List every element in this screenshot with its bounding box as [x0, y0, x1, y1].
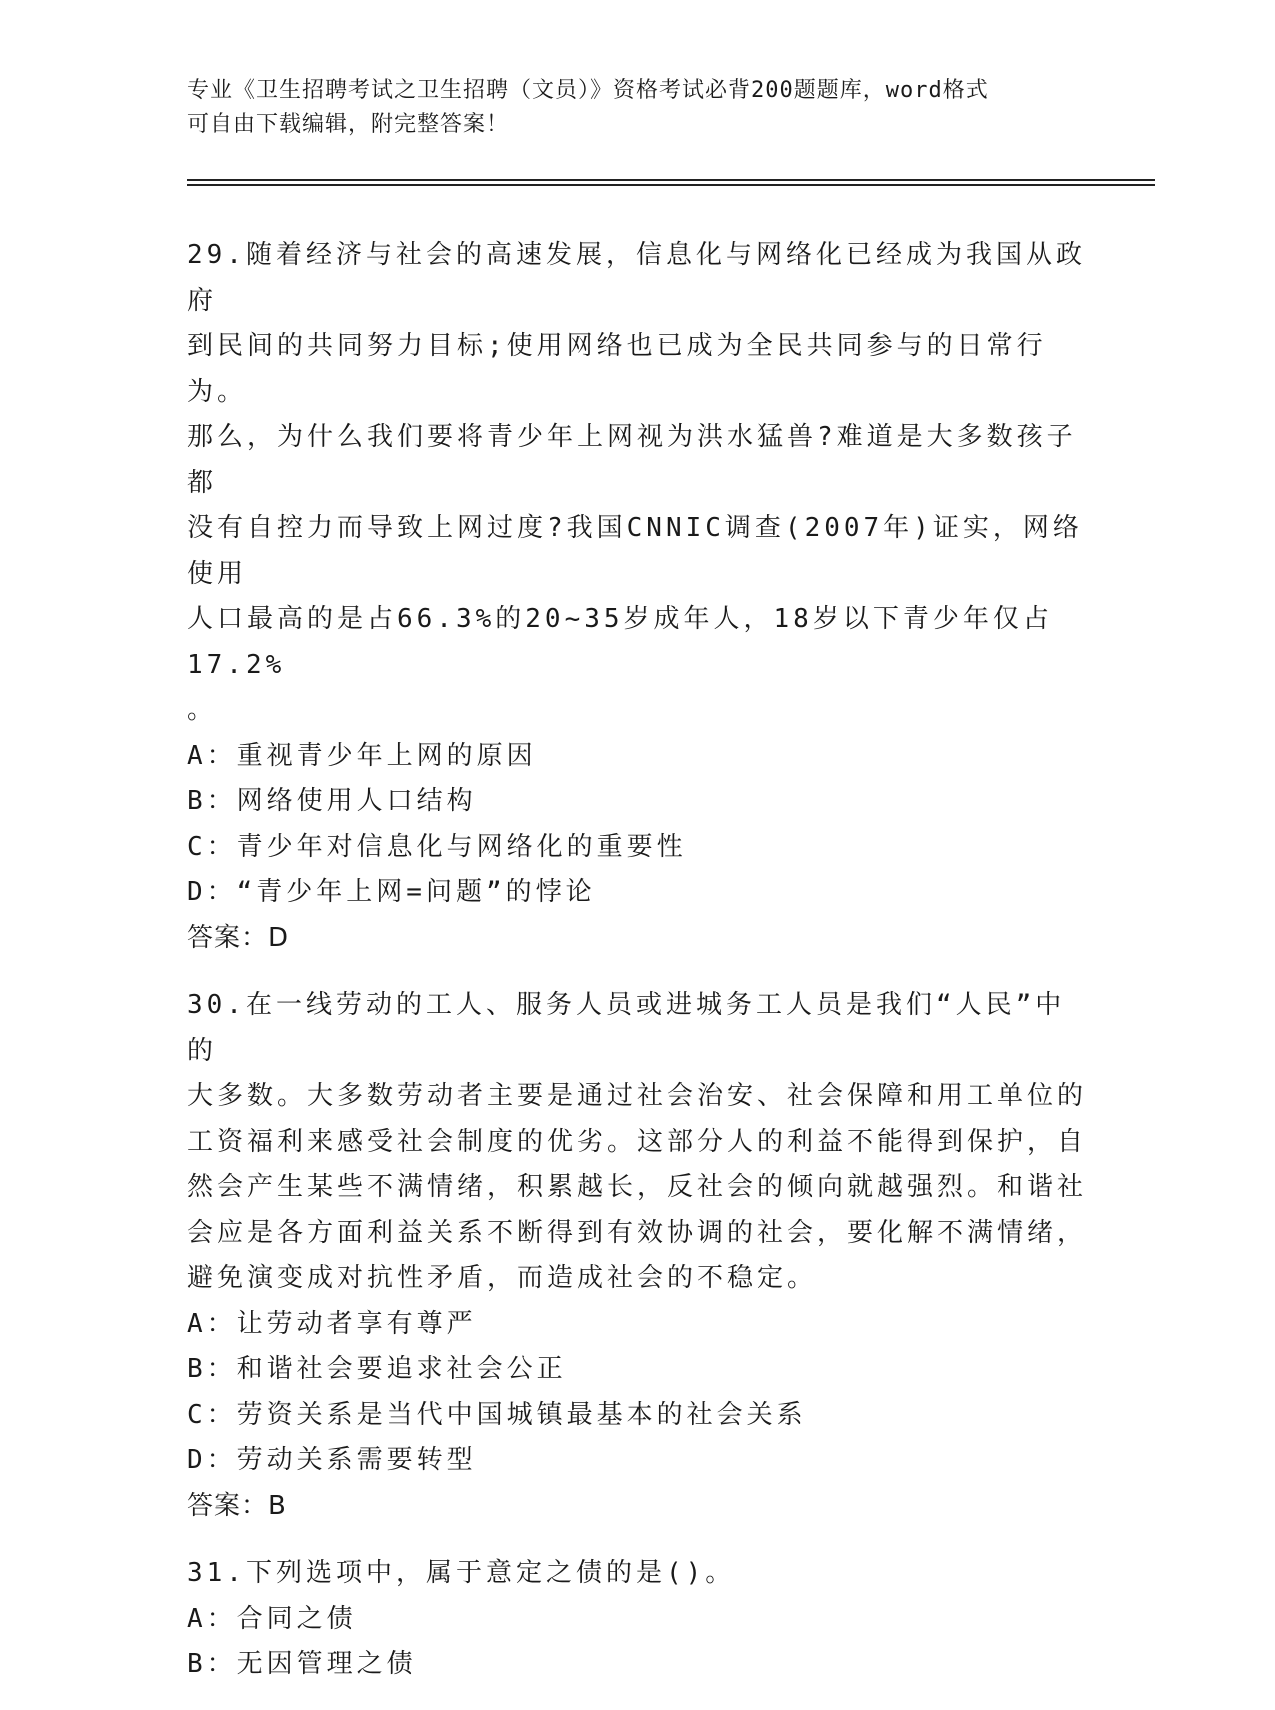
question-stem-line: 那么，为什么我们要将青少年上网视为洪水猛兽?难道是大多数孩子都: [187, 422, 1077, 498]
question-stem-line: 工资福利来感受社会制度的优劣。这部分人的利益不能得到保护，自: [187, 1126, 1088, 1157]
option-b: B：无因管理之债: [187, 1649, 417, 1679]
option-d: D：“青少年上网=问题”的悖论: [187, 877, 596, 907]
question-30: [187, 983, 1087, 1529]
document-header: [187, 74, 1087, 142]
question-stem-line: 会应是各方面利益关系不断得到有效协调的社会，要化解不满情绪，: [187, 1217, 1088, 1248]
option-d: D：劳动关系需要转型: [187, 1445, 477, 1475]
option-b: B：网络使用人口结构: [187, 786, 477, 816]
question-29: [187, 233, 1087, 961]
question-stem-line: 30.在一线劳动的工人、服务人员或进城务工人员是我们“人民”中的: [187, 990, 1066, 1066]
answer-label: 答案：D: [187, 922, 290, 953]
option-a: A：合同之债: [187, 1603, 357, 1634]
option-c: C：青少年对信息化与网络化的重要性: [187, 831, 687, 862]
option-c: C：劳资关系是当代中国城镇最基本的社会关系: [187, 1399, 807, 1430]
answer-label: 答案：B: [187, 1490, 287, 1521]
question-31: [187, 1551, 1087, 1688]
question-stem-line: 29.随着经济与社会的高速发展，信息化与网络化已经成为我国从政府: [187, 240, 1086, 316]
question-stem-line: 。: [187, 695, 218, 725]
header-divider-bottom: [187, 184, 1155, 186]
question-list: [187, 233, 1087, 1710]
option-a: A：让劳动者享有尊严: [187, 1308, 477, 1339]
question-stem-line: 没有自控力而导致上网过度?我国CNNIC调查(2007年)证实，网络使用: [187, 513, 1083, 589]
question-stem-line: 31.下列选项中，属于意定之债的是()。: [187, 1558, 736, 1588]
question-stem-line: 到民间的共同努力目标;使用网络也已成为全民共同参与的日常行为。: [187, 331, 1047, 407]
question-stem-line: 然会产生某些不满情绪，积累越长，反社会的倾向就越强烈。和谐社: [187, 1172, 1088, 1202]
option-a: A：重视青少年上网的原因: [187, 740, 537, 771]
question-stem-line: 人口最高的是占66.3%的20~35岁成年人，18岁以下青少年仅占17.2%: [187, 604, 1053, 680]
header-line-1: 专业《卫生招聘考试之卫生招聘（文员）》资格考试必背200题题库，word格式: [187, 78, 989, 103]
question-stem-line: 大多数。大多数劳动者主要是通过社会治安、社会保障和用工单位的: [187, 1081, 1088, 1111]
question-stem-line: 避免演变成对抗性矛盾，而造成社会的不稳定。: [187, 1263, 818, 1293]
header-divider-top: [187, 179, 1155, 181]
option-b: B：和谐社会要追求社会公正: [187, 1354, 567, 1384]
header-line-2: 可自由下载编辑，附完整答案！: [187, 112, 510, 137]
